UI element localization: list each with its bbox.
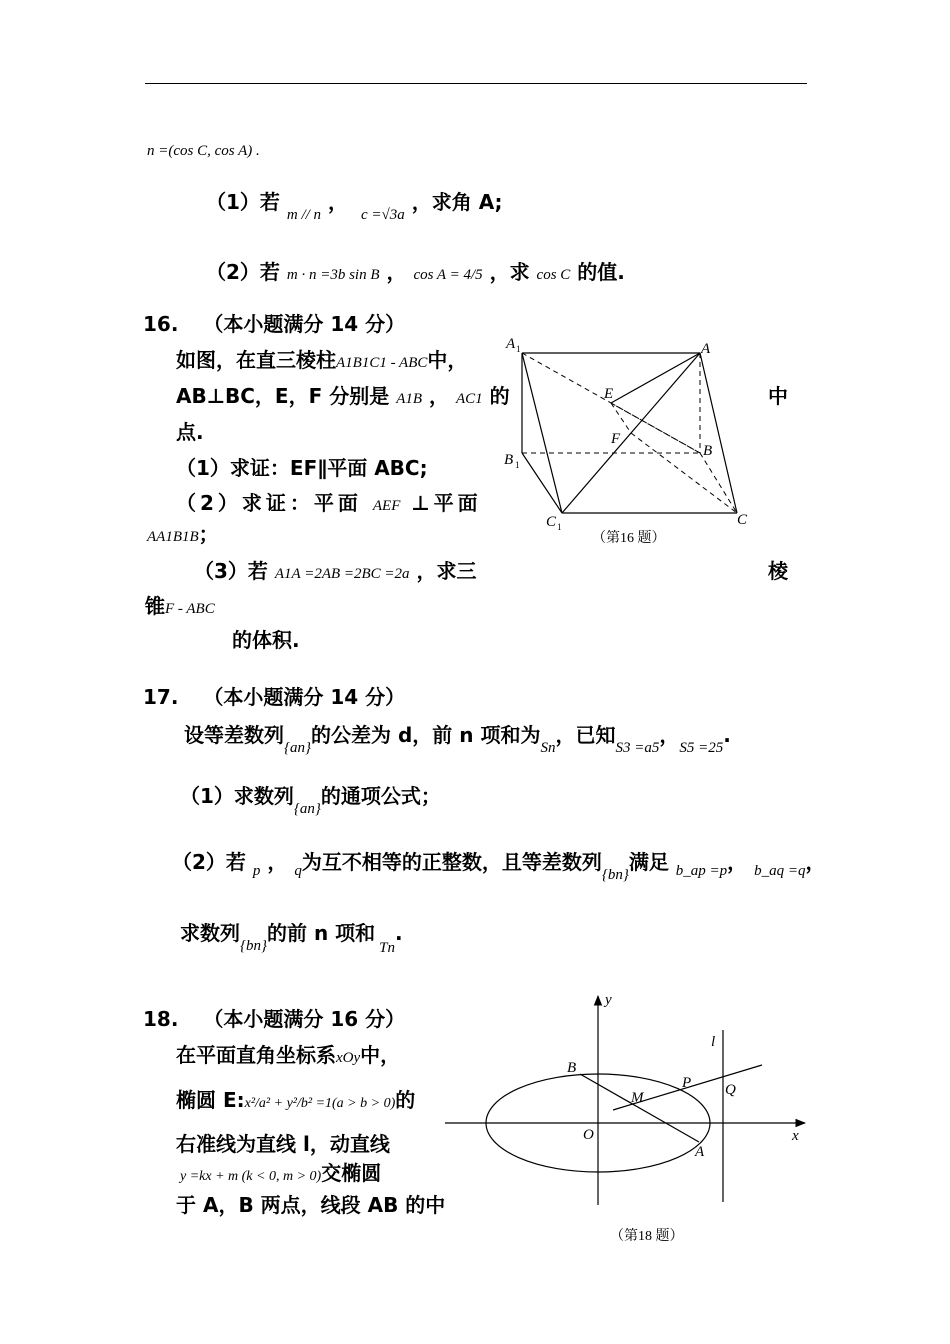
- q16-line2-end: 中: [768, 384, 788, 408]
- q17-part1: [180, 780, 441, 817]
- edge-a1-c1: [522, 353, 562, 513]
- q17-comma2: ，: [267, 850, 288, 874]
- label-a: A: [695, 1144, 705, 1160]
- label-f: F: [611, 431, 621, 447]
- q18-line4-b: 交椭圆: [321, 1161, 382, 1185]
- q18-heading: [143, 1003, 405, 1032]
- q17-intro-b: 的公差为 d，前 n 项和为: [311, 723, 541, 747]
- label-a1-sub: 1: [516, 344, 521, 354]
- q15-part2-target: cos C: [536, 267, 571, 283]
- edge-b-c: [700, 453, 737, 513]
- q17-seq-b: {bn}: [601, 867, 629, 883]
- q17-cond2: S5 =25: [679, 740, 724, 756]
- q16-part3-line2: [145, 590, 215, 619]
- top-formula: [147, 140, 260, 160]
- q15-part1: [206, 186, 503, 223]
- q16-heading: [143, 308, 405, 337]
- q16-part3-line2-a: 锥: [145, 594, 165, 618]
- label-a1: A: [506, 336, 516, 352]
- label-c1: C: [546, 514, 557, 530]
- q17-intro-c: ，已知: [555, 723, 616, 747]
- q17-last-seq: {bn}: [240, 938, 267, 954]
- label-c: C: [737, 512, 748, 528]
- q18-line1-math: xOy: [336, 1050, 361, 1066]
- q17-cond4: b_aq =q: [754, 863, 806, 879]
- q16-line1-b: 中，: [427, 348, 468, 372]
- q15-part2-comma: ，: [386, 260, 407, 284]
- q15-part1-cond2: c =√3a: [361, 207, 405, 223]
- q17-intro-a: 设等差数列: [184, 723, 284, 747]
- ellipse-figure: [440, 990, 820, 1250]
- q16-caption: （第16 题）: [592, 531, 666, 546]
- q18-line4: [180, 1157, 381, 1186]
- q16-part3-b: ，求三: [416, 559, 477, 583]
- q18-line5: 于 A，B 两点，线段 AB 的中: [176, 1193, 446, 1217]
- q18-line4-math: y =kx + m (k < 0, m > 0): [180, 1169, 322, 1184]
- label-y: y: [605, 992, 612, 1008]
- q18-line3: 右准线为直线 l，动直线: [176, 1132, 390, 1156]
- q18-line2-a: 椭圆 E:: [176, 1088, 245, 1112]
- q16-part3-line2-math: F - ABC: [165, 601, 215, 617]
- q16-line1: [176, 344, 467, 373]
- q16-part2-cont-math: AA1B1B: [147, 529, 199, 545]
- q15-part1-cond1: m // n: [286, 207, 322, 223]
- q16-part2: [176, 487, 482, 516]
- label-l: l: [711, 1034, 716, 1050]
- label-b1: B: [504, 452, 514, 468]
- q15-part2-cond1: m · n =3b sin B: [286, 267, 380, 283]
- q17-sum-s: Sn: [540, 740, 556, 756]
- q17-q: q: [294, 863, 302, 879]
- label-b: B: [567, 1060, 577, 1076]
- q15-part2-mid: ，求: [489, 260, 530, 284]
- edge-b1-c1: [522, 453, 562, 513]
- q18-line1-a: 在平面直角坐标系: [176, 1043, 336, 1067]
- q17-part1-b: 的通项公式；: [320, 784, 441, 808]
- label-b1-sub: 1: [515, 460, 520, 470]
- q16-line2-a: AB⊥BC，E，F 分别是: [176, 384, 390, 408]
- q18-heading-text: （本小题满分 16 分）: [203, 1007, 406, 1031]
- q15-part1-comma: ，: [328, 190, 349, 214]
- q16-line1-math: A1B1C1 - ABC: [336, 355, 428, 371]
- q16-part2-cont-end: ；: [198, 522, 219, 546]
- q16-line3: 点.: [176, 420, 204, 444]
- q16-part3-end: 棱: [768, 559, 788, 583]
- label-a: A: [701, 341, 711, 357]
- q17-comma3: ，: [727, 850, 748, 874]
- q17-part2: [172, 846, 826, 883]
- q18-line1-b: 中，: [360, 1043, 401, 1067]
- label-x: x: [792, 1128, 799, 1144]
- q15-part2: [206, 256, 625, 285]
- q16-part3: [194, 555, 477, 584]
- q16-heading-text: （本小题满分 14 分）: [203, 312, 406, 336]
- q17-number: 17.: [143, 685, 179, 709]
- q18-line2: [176, 1084, 415, 1113]
- q17-comma: ，: [659, 723, 680, 747]
- q15-part2-label: （2）若: [206, 260, 280, 284]
- q17-last-t: Tn: [379, 940, 396, 956]
- q17-comma4: ，: [805, 850, 826, 874]
- label-p: P: [682, 1075, 692, 1091]
- q16-part3-line3: 的体积.: [232, 628, 300, 652]
- q17-last-b: 的前 n 项和: [267, 921, 376, 945]
- q17-heading: [143, 681, 405, 710]
- q16-part3-math: A1A =2AB =2BC =2a: [274, 566, 410, 582]
- label-e: E: [604, 386, 614, 402]
- q16-part2-math: AEF: [372, 498, 401, 514]
- label-b: B: [703, 443, 713, 459]
- q17-intro: [184, 719, 731, 756]
- q17-seq-a: {an}: [284, 740, 311, 756]
- segment-a-e: [611, 353, 700, 403]
- q17-part2-cont: [180, 917, 403, 956]
- label-m: M: [631, 1090, 644, 1106]
- q16-line2-m2: AC1: [455, 391, 483, 407]
- q17-period: .: [723, 723, 731, 747]
- q17-part1-a: （1）求数列: [180, 784, 294, 808]
- q15-part2-cond2: cos A = 4/5: [413, 267, 483, 283]
- q16-line2-b: 的: [489, 384, 510, 408]
- q18-caption: （第18 题）: [610, 1229, 684, 1244]
- q16-line1-a: 如图，在直三棱柱: [176, 348, 336, 372]
- q16-line2-m1: A1B: [396, 391, 423, 407]
- header-rule: [145, 83, 807, 84]
- q18-line1: [176, 1039, 400, 1068]
- q17-part2-c: 满足: [628, 850, 669, 874]
- q15-part2-end: 的值.: [577, 260, 625, 284]
- label-c1-sub: 1: [557, 522, 562, 532]
- label-q: Q: [725, 1082, 736, 1098]
- q18-line2-math: x²/a² + y²/b² =1(a > b > 0): [244, 1096, 396, 1111]
- q17-last-a: 求数列: [180, 921, 240, 945]
- q16-line2-comma: ，: [428, 384, 449, 408]
- q18-line2-b: 的: [395, 1088, 416, 1112]
- q16-part2-cont: [147, 518, 219, 547]
- q15-part1-label: （1）若: [206, 190, 280, 214]
- q16-part2-perp: ⊥平面: [411, 491, 482, 515]
- q17-cond3: b_ap =p: [675, 863, 728, 879]
- q17-cond1: S3 =a5: [615, 740, 660, 756]
- prism-figure: [500, 330, 770, 550]
- segment-e-f: [611, 403, 631, 433]
- q16-part2-a: （2）求证：平面: [176, 491, 362, 515]
- q15-part1-ask: ，求角 A;: [411, 190, 503, 214]
- q16-line2: [176, 380, 510, 409]
- q17-part2-a: （2）若: [172, 850, 246, 874]
- q17-heading-text: （本小题满分 14 分）: [203, 685, 406, 709]
- q17-part2-b: 为互不相等的正整数，且等差数列: [301, 850, 602, 874]
- q17-p: p: [252, 863, 261, 879]
- q16-part3-a: （3）若: [194, 559, 268, 583]
- label-o: O: [583, 1127, 594, 1143]
- q17-part1-seq: {an}: [293, 801, 321, 817]
- q17-last-end: .: [395, 921, 403, 945]
- q18-number: 18.: [143, 1007, 179, 1031]
- q16-number: 16.: [143, 312, 179, 336]
- q16-part1: （1）求证：EF∥平面 ABC;: [176, 456, 428, 480]
- top-formula-text: n =(cos C, cos A) .: [147, 143, 260, 159]
